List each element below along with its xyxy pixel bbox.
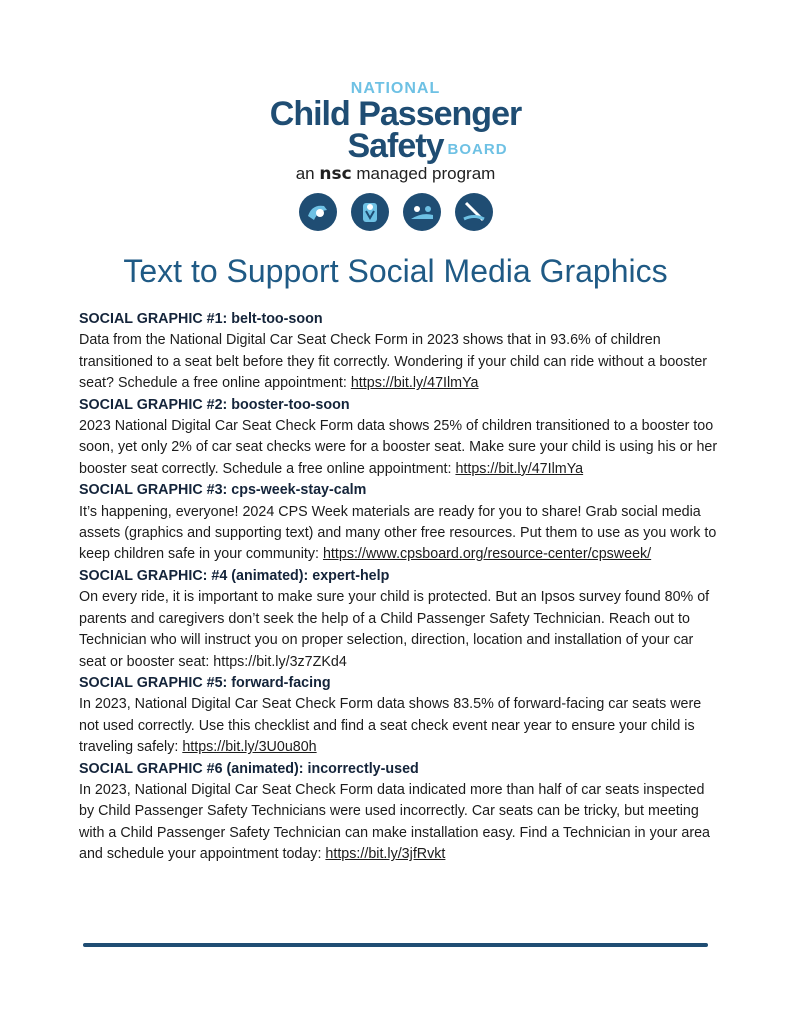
find-technician-link[interactable]: https://bit.ly/3jfRvkt [325, 846, 446, 863]
nsc-wordmark: nsc [319, 164, 352, 184]
section-text: 2023 National Digital Car Seat Check Form data shows 25% of children transitioned to a booster too soon, yet only 2% of car seat checks were for a booster seat. Make sure your child is using his or her booster seat correctly. Schedule a free online appointment: https://bit.ly/47IlmYa [79, 418, 718, 477]
section-text: It’s happening, everyone! 2024 CPS Week materials are ready for you to share! Grab social media assets (graphics and supporting text) and many other free resources. Put them to use as you work to keep children safe in your community: https://www.cpsboard.org/resource-center/cpsweek/ [79, 503, 717, 563]
bottom-divider [83, 943, 708, 947]
cps-week-link[interactable]: https://www.cpsboard.org/resource-center/cpsweek/ [322, 546, 652, 563]
section-text: In 2023, National Digital Car Seat Check Form data indicated more than half of car seats inspected by Child Passenger Safety Technicians were used incorrectly. Car seats can be tricky, but meeting with a Child Passenger Safety Technician can make installation easy. Find a Technician in your area and schedule your appointment today: https://bit.ly/3jfRvkt [79, 781, 711, 863]
section-6 [79, 759, 719, 866]
booster-seat-icon [402, 192, 442, 232]
section-text: Data from the National Digital Car Seat Check Form in 2023 shows that in 93.6% of children transitioned to a seat belt before they fit correctly. Wondering if your child can ride without a booster seat? Schedule a free online appointment: https://bit.ly/47IlmYa [79, 332, 708, 392]
section-4 [79, 566, 719, 673]
section-2 [79, 395, 719, 481]
logo-icons [0, 192, 791, 232]
section-text: On every ride, it is important to make sure your child is protected. But an Ipsos survey found 80% of parents and caregivers don’t seek the help of a Child Passenger Safety Technician. Reach out to Technician who will instruct you on proper selection, direction, location and installation of your car seat or booster seat: https://bit.ly/3z7ZKd4 [79, 589, 710, 670]
logo-tagline [0, 164, 791, 184]
section-text: In 2023, National Digital Car Seat Check Form data shows 83.5% of forward-facing car seats were not used correctly. Use this checklist and find a seat check event near year to ensure your child is traveling safely: https://bit.ly/3U0u80h [79, 696, 702, 756]
seat-belt-icon [454, 192, 494, 232]
cps-board-logo [0, 80, 791, 232]
section-heading: SOCIAL GRAPHIC #6 (animated): incorrectly-used [79, 760, 419, 777]
appointment-link[interactable]: https://bit.ly/47IlmYa [455, 460, 584, 477]
harness-seat-icon [350, 192, 390, 232]
checklist-link[interactable]: https://bit.ly/3U0u80h [182, 739, 317, 756]
section-heading: SOCIAL GRAPHIC #2: booster-too-soon [79, 396, 350, 413]
section-3 [79, 480, 719, 566]
logo-line-2: Safety [347, 127, 444, 165]
section-heading: SOCIAL GRAPHIC #3: cps-week-stay-calm [79, 482, 367, 499]
logo-board: BOARD [447, 141, 508, 158]
appointment-link[interactable]: https://bit.ly/47IlmYa [350, 375, 479, 392]
page-title: Text to Support Social Media Graphics [123, 253, 668, 289]
section-heading: SOCIAL GRAPHIC #5: forward-facing [79, 674, 331, 691]
logo-tag-post: managed program [356, 164, 496, 183]
section-1 [79, 309, 719, 395]
section-heading: SOCIAL GRAPHIC #1: belt-too-soon [79, 311, 323, 327]
logo-tag-pre: an [295, 164, 315, 183]
section-5 [79, 673, 719, 759]
sections [79, 309, 719, 866]
logo-line-1: Child Passenger [269, 95, 522, 133]
logo-national: NATIONAL [350, 80, 441, 97]
section-heading: SOCIAL GRAPHIC: #4 (animated): expert-help [79, 567, 390, 584]
infant-seat-icon [298, 192, 338, 232]
